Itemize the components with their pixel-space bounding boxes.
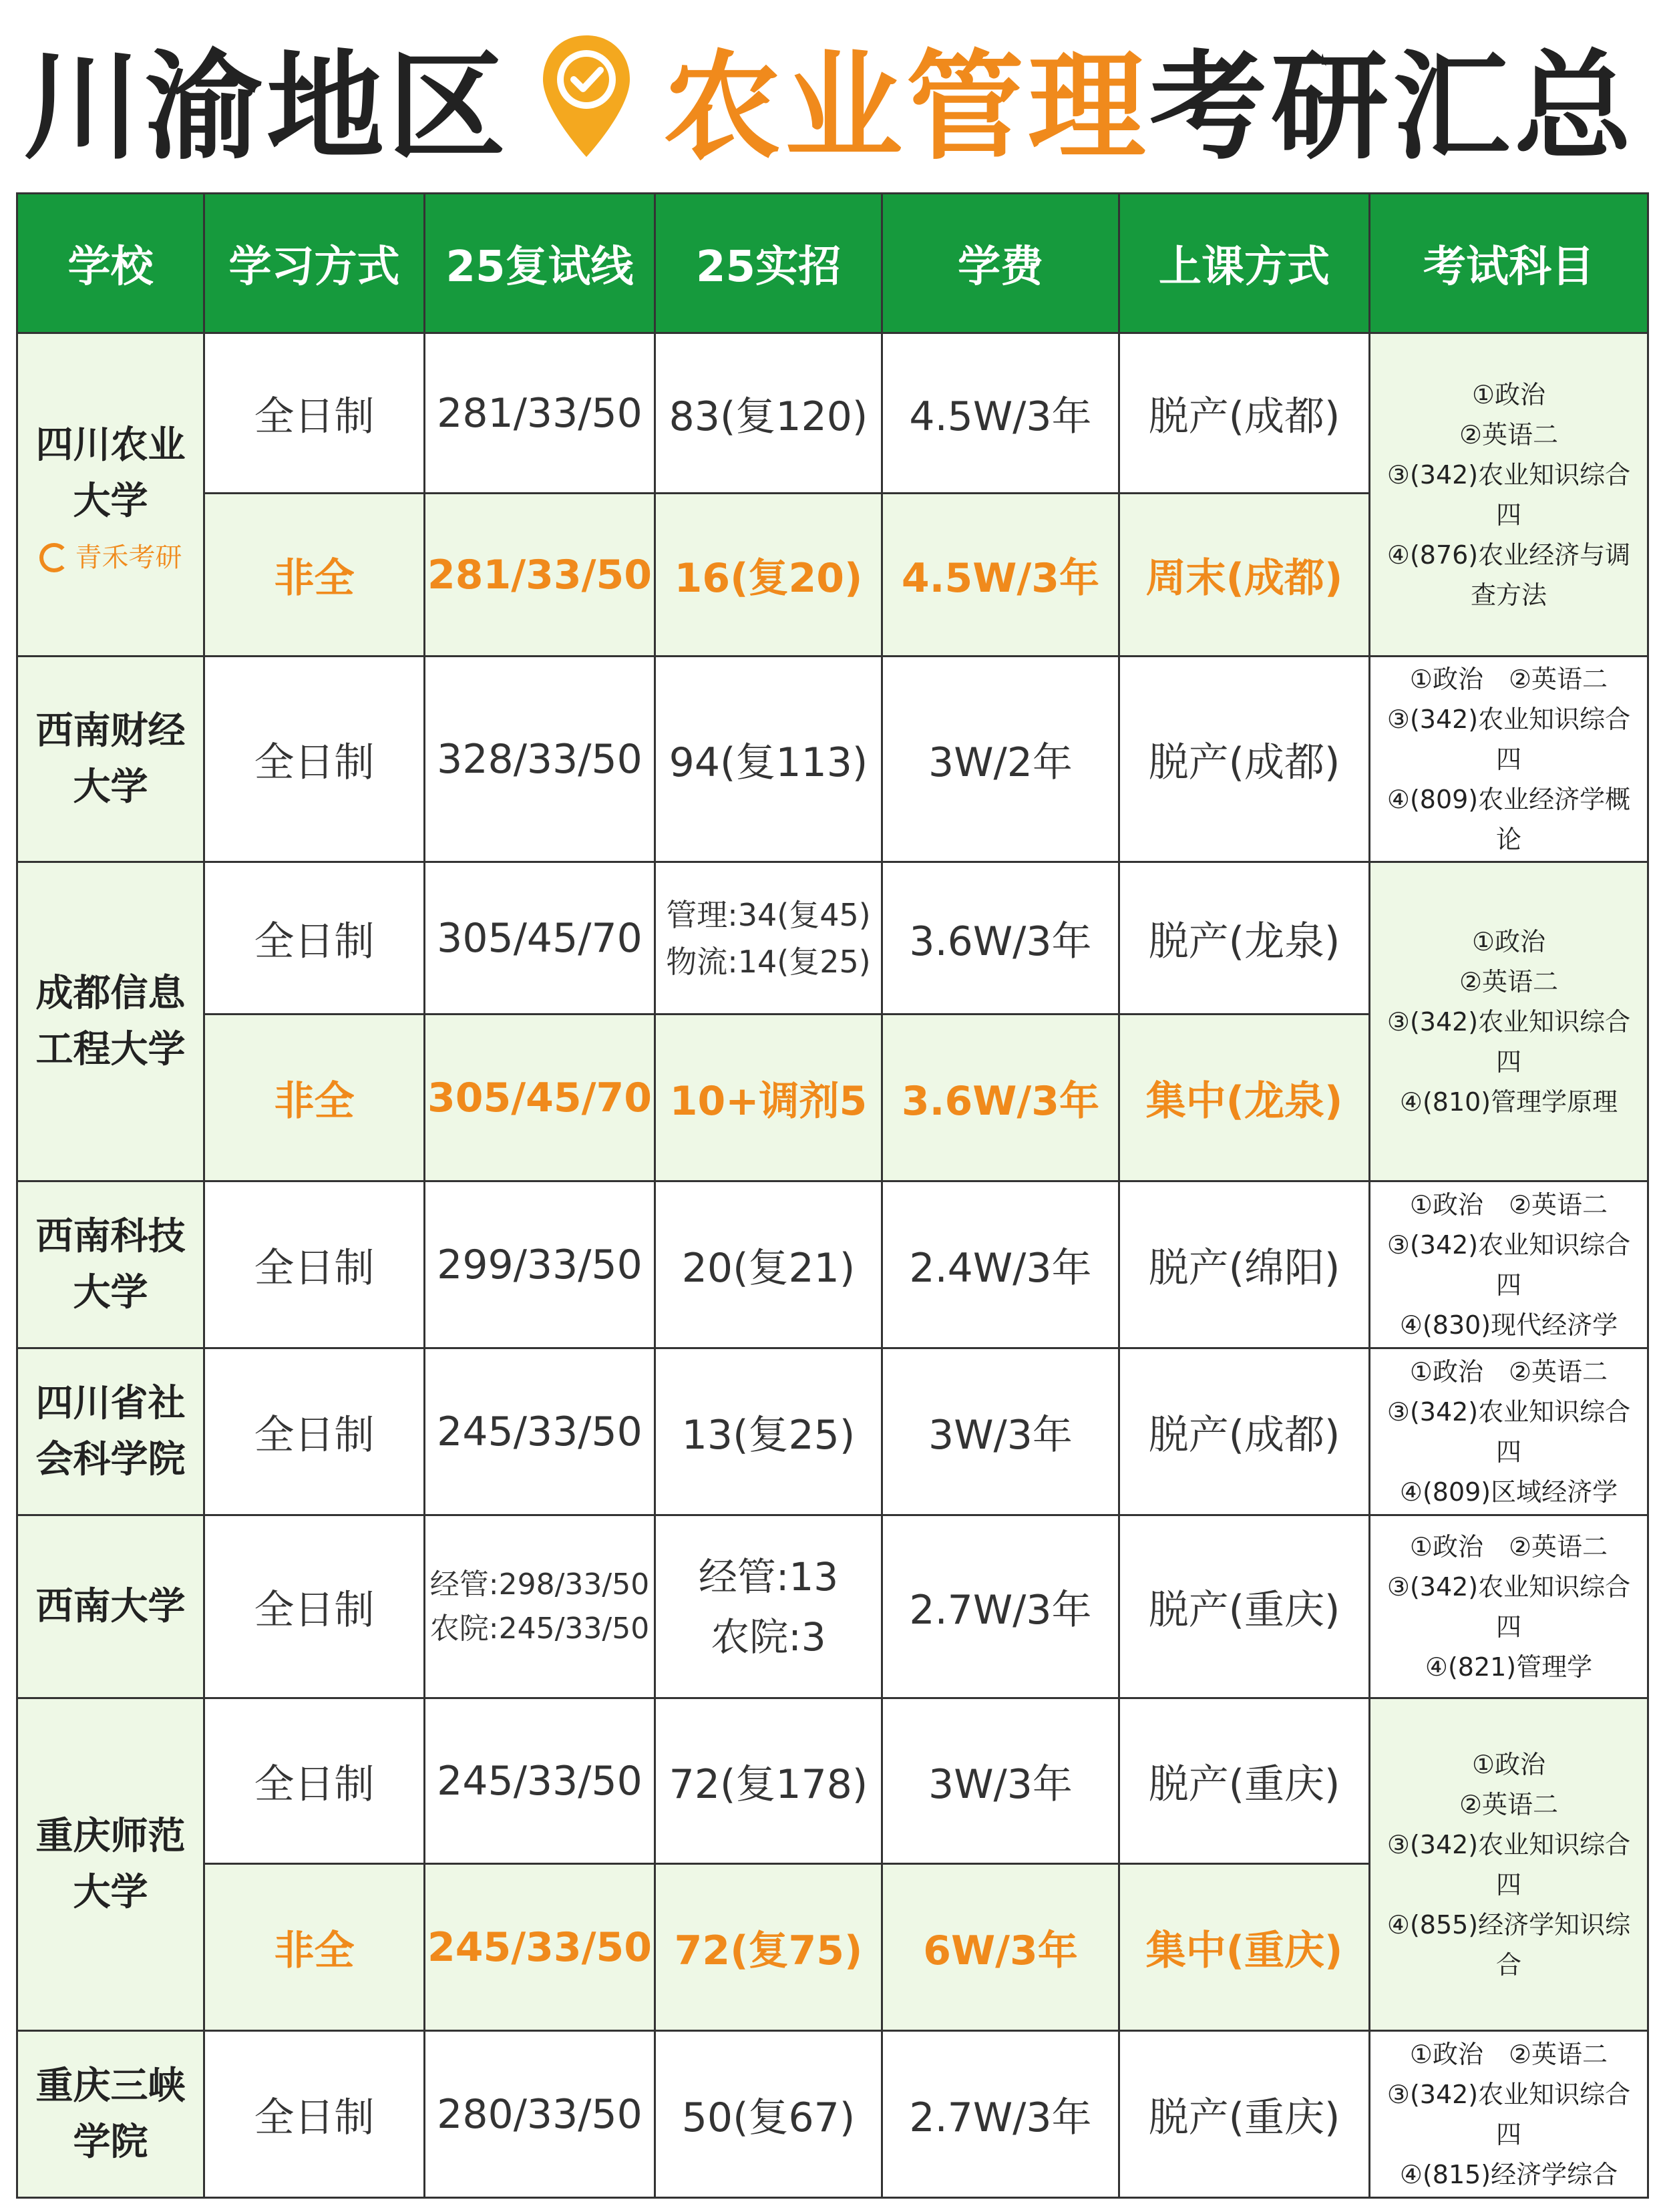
- subject-line: ①政治 ②英语二: [1409, 1189, 1608, 1220]
- school-name: 成都信息工程大学: [35, 971, 186, 1071]
- subject-line: ③(342)农业知识综合: [1387, 1230, 1631, 1260]
- subject-line: ③(342)农业知识综合: [1387, 2079, 1631, 2109]
- watermark: [18, 543, 203, 572]
- tuition: 3W/3年: [882, 1698, 1119, 1864]
- enrollment: 13(复25): [655, 1348, 882, 1515]
- subject-line: 四: [1495, 500, 1521, 530]
- subject-line: ④(830)现代经济学: [1399, 1310, 1618, 1340]
- retest-line: 280/33/50: [425, 2031, 655, 2198]
- subject-line: ④(809)农业经济学概: [1387, 784, 1631, 814]
- retest-line: 305/45/70: [425, 1015, 655, 1181]
- exam-subjects: [1370, 333, 1648, 657]
- study-mode: 全日制: [204, 1515, 425, 1698]
- tuition: 4.5W/3年: [882, 494, 1119, 657]
- header-actual-enrollment: 25实招: [655, 194, 882, 333]
- school-name-cell: [17, 2031, 204, 2198]
- enrollment: 83(复120): [655, 333, 882, 494]
- enrollment-line: 物流:14(复25): [666, 943, 871, 980]
- subject-line: 四: [1495, 1612, 1521, 1642]
- retest-line: 299/33/50: [425, 1181, 655, 1348]
- study-mode: 全日制: [204, 657, 425, 862]
- subject-line: ①政治: [1471, 926, 1546, 956]
- subject-line: 查方法: [1470, 580, 1547, 610]
- header-exam-subjects: 考试科目: [1370, 194, 1648, 333]
- enrollment: [655, 862, 882, 1015]
- table-row: [17, 1181, 1648, 1348]
- school-name: 西南大学: [35, 1584, 186, 1628]
- exam-subjects: [1370, 2031, 1648, 2198]
- subject-line: ①政治: [1471, 1749, 1546, 1779]
- retest-line-part: 农院:245/33/50: [429, 1611, 650, 1646]
- header-study-mode: 学习方式: [204, 194, 425, 333]
- retest-line-part: 经管:298/33/50: [429, 1567, 650, 1602]
- retest-line: 245/33/50: [425, 1348, 655, 1515]
- class-mode: 脱产(绵阳): [1119, 1181, 1370, 1348]
- header-tuition: 学费: [882, 194, 1119, 333]
- exam-subjects: [1370, 1515, 1648, 1698]
- subject-line: 四: [1495, 1869, 1521, 1899]
- header-class-mode: 上课方式: [1119, 194, 1370, 333]
- study-mode: 全日制: [204, 1698, 425, 1864]
- enrollment: 20(复21): [655, 1181, 882, 1348]
- subject-line: ④(809)区域经济学: [1399, 1477, 1618, 1507]
- title-region: 川渝地区: [23, 38, 510, 176]
- class-mode: 脱产(成都): [1119, 657, 1370, 862]
- subject-line: ①政治 ②英语二: [1409, 1531, 1608, 1561]
- retest-line: 281/33/50: [425, 333, 655, 494]
- subject-line: ②英语二: [1459, 966, 1559, 996]
- tuition: 4.5W/3年: [882, 333, 1119, 494]
- subject-line: ③(342)农业知识综合: [1387, 1829, 1631, 1859]
- class-mode: 周末(成都): [1119, 494, 1370, 657]
- study-mode: 非全: [204, 494, 425, 657]
- subject-line: ①政治: [1471, 379, 1546, 409]
- watermark-text: 青禾考研: [75, 542, 182, 573]
- school-name: 重庆师范大学: [35, 1814, 186, 1914]
- tuition: 3.6W/3年: [882, 862, 1119, 1015]
- subject-line: ③(342)农业知识综合: [1387, 704, 1631, 734]
- table-row: [17, 333, 1648, 494]
- school-name: 四川农业大学: [35, 423, 186, 523]
- location-pin-check-icon: [536, 30, 636, 164]
- subject-line: ①政治 ②英语二: [1409, 1356, 1608, 1387]
- school-name-cell: [17, 1348, 204, 1515]
- tuition: 2.7W/3年: [882, 2031, 1119, 2198]
- class-mode: 集中(龙泉): [1119, 1015, 1370, 1181]
- retest-line: 305/45/70: [425, 862, 655, 1015]
- enrollment: [655, 1515, 882, 1698]
- school-name-cell: [17, 1181, 204, 1348]
- subject-line: ④(855)经济学知识综: [1387, 1909, 1631, 1940]
- retest-line: [425, 1515, 655, 1698]
- subject-line: 四: [1495, 744, 1521, 774]
- table-row: [17, 1515, 1648, 1698]
- tuition: 3W/3年: [882, 1348, 1119, 1515]
- table-row: [17, 1348, 1648, 1515]
- subject-line: ②英语二: [1459, 1789, 1559, 1819]
- table-row: [17, 862, 1648, 1015]
- study-mode: 非全: [204, 1015, 425, 1181]
- school-name-cell: [17, 333, 204, 657]
- subject-line: ①政治 ②英语二: [1409, 2039, 1608, 2069]
- tuition: 2.7W/3年: [882, 1515, 1119, 1698]
- subject-line: 四: [1495, 1047, 1521, 1077]
- retest-line: 245/33/50: [425, 1698, 655, 1864]
- class-mode: 集中(重庆): [1119, 1864, 1370, 2031]
- subject-line: 论: [1495, 824, 1521, 854]
- tuition: 6W/3年: [882, 1864, 1119, 2031]
- qinghe-logo-icon: [39, 543, 69, 572]
- study-mode: 全日制: [204, 1181, 425, 1348]
- exam-subjects: [1370, 1181, 1648, 1348]
- title-subject: 农业管理: [663, 38, 1149, 176]
- enrollment-line: 管理:34(复45): [666, 896, 871, 933]
- subject-line: ②英语二: [1459, 419, 1559, 449]
- subject-line: ③(342)农业知识综合: [1387, 459, 1631, 490]
- subject-line: 四: [1495, 1437, 1521, 1467]
- school-name: 西南科技大学: [35, 1214, 186, 1314]
- enrollment: 10+调剂5: [655, 1015, 882, 1181]
- summary-table: [16, 192, 1649, 2199]
- header-school: 学校: [17, 194, 204, 333]
- table-row: [17, 1698, 1648, 1864]
- enrollment: 72(复178): [655, 1698, 882, 1864]
- enrollment: 94(复113): [655, 657, 882, 862]
- subject-line: ④(821)管理学: [1425, 1652, 1593, 1682]
- subject-line: ③(342)农业知识综合: [1387, 1572, 1631, 1602]
- school-name-cell: [17, 657, 204, 862]
- class-mode: 脱产(重庆): [1119, 1698, 1370, 1864]
- page-title: [0, 0, 1659, 194]
- subject-line: ③(342)农业知识综合: [1387, 1006, 1631, 1037]
- tuition: 3.6W/3年: [882, 1015, 1119, 1181]
- class-mode: 脱产(成都): [1119, 333, 1370, 494]
- subject-line: 四: [1495, 2119, 1521, 2149]
- header-row: [17, 194, 1648, 333]
- subject-line: ④(810)管理学原理: [1399, 1087, 1618, 1117]
- school-name: 西南财经大学: [35, 709, 186, 809]
- subject-line: ④(876)农业经济与调: [1387, 540, 1631, 570]
- table-row: [17, 657, 1648, 862]
- retest-line: 328/33/50: [425, 657, 655, 862]
- subject-line: ①政治 ②英语二: [1409, 664, 1608, 694]
- subject-line: 四: [1495, 1270, 1521, 1300]
- study-mode: 全日制: [204, 862, 425, 1015]
- exam-subjects: [1370, 862, 1648, 1181]
- class-mode: 脱产(重庆): [1119, 2031, 1370, 2198]
- study-mode: 非全: [204, 1864, 425, 2031]
- study-mode: 全日制: [204, 1348, 425, 1515]
- class-mode: 脱产(龙泉): [1119, 862, 1370, 1015]
- enrollment-line: 农院:3: [711, 1614, 826, 1660]
- study-mode: 全日制: [204, 333, 425, 494]
- school-name-cell: [17, 862, 204, 1181]
- tuition: 3W/2年: [882, 657, 1119, 862]
- class-mode: 脱产(成都): [1119, 1348, 1370, 1515]
- enrollment: 16(复20): [655, 494, 882, 657]
- tuition: 2.4W/3年: [882, 1181, 1119, 1348]
- exam-subjects: [1370, 1698, 1648, 2031]
- subject-line: ③(342)农业知识综合: [1387, 1397, 1631, 1427]
- table-row: [17, 2031, 1648, 2198]
- exam-subjects: [1370, 1348, 1648, 1515]
- title-suffix: 考研汇总: [1149, 38, 1636, 176]
- enrollment-line: 经管:13: [698, 1553, 839, 1600]
- retest-line: 281/33/50: [425, 494, 655, 657]
- class-mode: 脱产(重庆): [1119, 1515, 1370, 1698]
- school-name: 重庆三峡学院: [35, 2064, 186, 2164]
- exam-subjects: [1370, 657, 1648, 862]
- enrollment: 50(复67): [655, 2031, 882, 2198]
- retest-line: 245/33/50: [425, 1864, 655, 2031]
- study-mode: 全日制: [204, 2031, 425, 2198]
- subject-line: 合: [1495, 1950, 1521, 1980]
- school-name: 四川省社会科学院: [35, 1381, 186, 1481]
- school-name-cell: [17, 1515, 204, 1698]
- enrollment: 72(复75): [655, 1864, 882, 2031]
- header-retest-line: 25复试线: [425, 194, 655, 333]
- school-name-cell: [17, 1698, 204, 2031]
- subject-line: ④(815)经济学综合: [1399, 2159, 1618, 2189]
